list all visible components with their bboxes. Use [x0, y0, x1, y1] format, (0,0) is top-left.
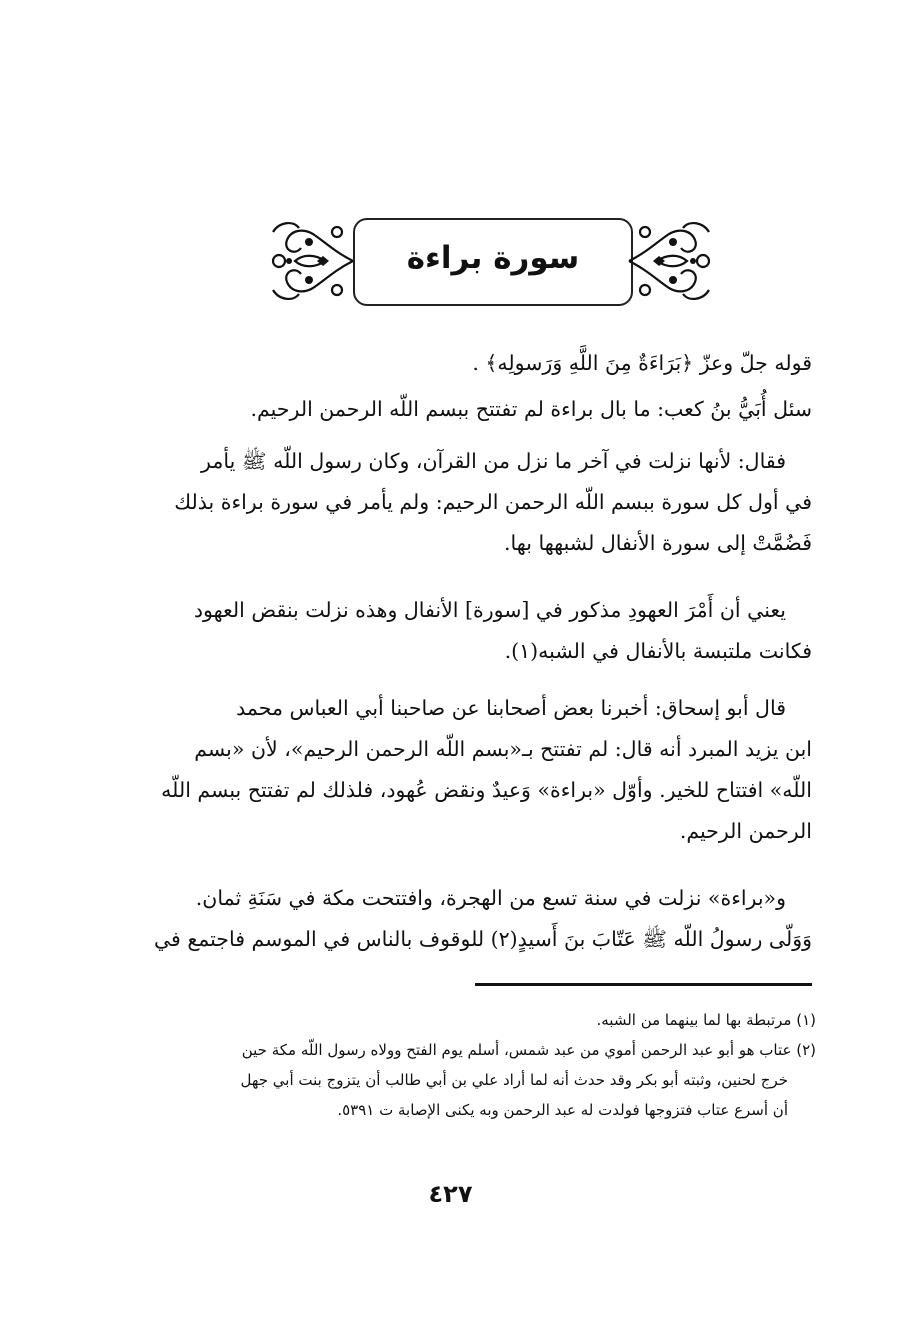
- text-line: سئل أُبَيُّ بنُ كعب: ما بال براءة لم تفتتح ببسم اللّه الرحمن الرحيم.: [250, 397, 812, 421]
- text-line: فَضُمَّتْ إلى سورة الأنفال لشبهها بها.: [504, 531, 812, 555]
- surah-title-frame: [265, 212, 717, 310]
- text-line: ابن يزيد المبرد أنه قال: لم تفتتح بـ«بسم اللّه الرحمن الرحيم»، لأن «بسم: [194, 737, 812, 761]
- floral-ornament-right-icon: [627, 212, 717, 310]
- text-line: قوله جلّ وعزّ ﴿بَرَاءَةٌ مِنَ اللَّهِ وَرَسولِه﴾ .: [472, 351, 812, 375]
- floral-ornament-left-icon: [265, 212, 355, 310]
- title-cartouche: [353, 218, 633, 306]
- paragraph-2: [148, 389, 812, 430]
- footnote-1: (١) مرتبطة بها لما بينهما من الشبه.: [596, 1011, 816, 1029]
- paragraph-5: [148, 688, 812, 852]
- text-line: قال أبو إسحاق: أخبرنا بعض أصحابنا عن صاحبنا أبي العباس محمد: [236, 696, 786, 720]
- footnotes: [148, 1005, 816, 1125]
- page-number: ٤٢٧: [428, 1180, 473, 1208]
- footnote-separator: [475, 983, 812, 986]
- text-line: فكانت ملتبسة بالأنفال في الشبه(١).: [504, 639, 812, 663]
- text-line: اللّه» افتتاح للخير. وأوّل «براءة» وَعيدٌ ونقض عُهود، فلذلك لم تفتتح ببسم اللّه: [161, 778, 812, 802]
- paragraph-4: [148, 590, 812, 672]
- text-line: في أول كل سورة ببسم اللّه الرحمن الرحيم: ولم يأمر في سورة براءة بذلك: [174, 490, 812, 514]
- text-line: الرحمن الرحيم.: [679, 819, 812, 843]
- text-line: و«براءة» نزلت في سنة تسع من الهجرة، وافتتحت مكة في سَنَةِ ثمان.: [195, 886, 786, 910]
- text-line: فقال: لأنها نزلت في آخر ما نزل من القرآن، وكان رسول اللّه ﷺ يأمر: [201, 449, 786, 473]
- text-line: يعني أن أَمْرَ العهودِ مذكور في [سورة] الأنفال وهذه نزلت بنقض العهود: [193, 598, 786, 622]
- paragraph-6: [148, 878, 812, 960]
- surah-title: سورة براءة: [406, 240, 580, 276]
- paragraph-1: [148, 343, 812, 384]
- footnote-2-continuation: خرج لحنين، وثبته أبو بكر وقد حدث أنه لما أراد علي بن أبي طالب أن يتزوج بنت أبي جهل: [240, 1071, 788, 1089]
- paragraph-3: [148, 441, 812, 564]
- text-line: وَوَلّى رسولُ اللّه ﷺ عَتّابَ بنَ أَسيدٍ(٢) للوقوف بالناس في الموسم فاجتمع في: [153, 927, 812, 951]
- footnote-2: (٢) عتاب هو أبو عبد الرحمن أموي من عبد شمس، أسلم يوم الفتح وولاه رسول اللّه مكة حين: [241, 1041, 816, 1059]
- footnote-2-continuation: أن أسرع عتاب فتزوجها فولدت له عبد الرحمن وبه يكنى الإصابة ت ٥٣٩١.: [337, 1101, 788, 1119]
